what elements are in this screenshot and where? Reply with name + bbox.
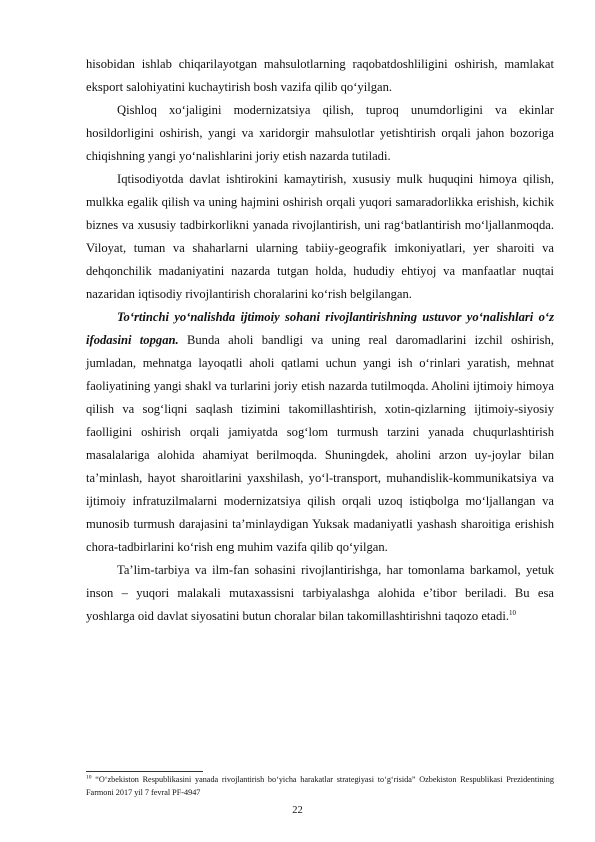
paragraph-3: Iqtisodiyotda davlat ishtirokini kamaytirish, xususiy mulk huquqini himoya qilish, mulkka egalik qilish va uning hajmini oshirish orqali yuqori samaradorlikka erishish, kichik biznes va xususiy tadbirkorlikni yanada rivojlantirish, uni rag‘batlantirish mo‘ljallanmoqda. Viloyat, tuman va shaharlarni ularning tabiiy-geografik imkoniyatlari, yer sharoiti va dehqonchilik madaniyatini nazarda tutgan holda, hududiy ehtiyoj va manfaatlar nuqtai nazaridan iqtisodiy rivojlantirish choralarini ko‘rish belgilangan.: [86, 172, 554, 301]
paragraph-5-text: Ta’lim-tarbiya va ilm-fan sohasini rivojlantirishga, har tomonlama barkamol, yetuk inson – yuqori malakali mutaxassisni tarbiyalashga alohida e’tibor beriladi. Bu esa yoshlarga oid davlat siyosatini butun choralar bilan takomillashtirishni taqozo etadi.: [86, 563, 554, 623]
paragraph-1: hisobidan ishlab chiqarilayotgan mahsulotlarning raqobatdoshliligini oshirish, mamlakat eksport salohiyatini kuchaytirish bosh vazifa qilib qo‘yilgan.: [86, 57, 554, 94]
footnote-text: “O‘zbekiston Respublikasini yanada rivojlantirish bo‘yicha harakatlar strategiyasi to‘g‘risida” Ozbekiston Respublikasi Prezidentining Farmoni 2017 yil 7 fevral PF-4947: [86, 775, 554, 797]
page-body: [86, 53, 554, 628]
footnote-reference[interactable]: 10: [508, 608, 516, 617]
paragraph-5: [86, 559, 554, 628]
footnote: [86, 774, 554, 799]
paragraph-4-body: Bunda aholi bandligi va uning real daromadlarini izchil oshirish, jumladan, mehnatga layoqatli aholi qatlami uchun yangi ish o‘rinlari yaratish, mehnat faoliyatining yangi shakl va turlarini joriy etish nazarda tutilmoqda. Aholini ijtimoiy himoya qilish va sog‘liqni saqlash tizimini takomillashtirish, xotin-qizlarning ijtimoiy-siyosiy faolligini oshirish orqali jamiyatda sog‘lom turmush tarzini yanada chuqurlashtirish masalalariga alohida ahamiyat berilmoqda. Shuningdek, aholini arzon uy-joylar bilan ta’minlash, hayot sharoitlarini yaxshilash, yo‘l-transport, muhandislik-kommunikatsiya va ijtimoiy infratuzilmalarni modernizatsiya qilish orqali uzoq istiqbolga mo‘ljallangan va munosib turmush darajasini ta’minlaydigan Yuksak madaniyatli yashash sharoitiga erishish chora-tadbirlarini ko‘rish eng muhim vazifa qilib qo‘yilgan.: [86, 333, 554, 554]
footnote-divider: [86, 771, 203, 772]
paragraph-2: Qishloq xo‘jaligini modernizatsiya qilish, tuproq unumdorligini va ekinlar hosildorligini oshirish, yangi va xaridorgir mahsulotlar yetishtirish orqali jahon bozoriga chiqishning yangi yo‘nalishlarini joriy etish nazarda tutiladi.: [86, 103, 554, 163]
paragraph-4-heading: To‘rtinchi yo‘nalishda ijtimoiy sohani rivojlantirishning ustuvor yo‘nalishlari o‘z ifodasini topgan.: [86, 310, 554, 347]
page-number: 22: [292, 805, 303, 816]
footnote-mark: 10: [86, 774, 92, 781]
paragraph-4: [86, 306, 554, 559]
